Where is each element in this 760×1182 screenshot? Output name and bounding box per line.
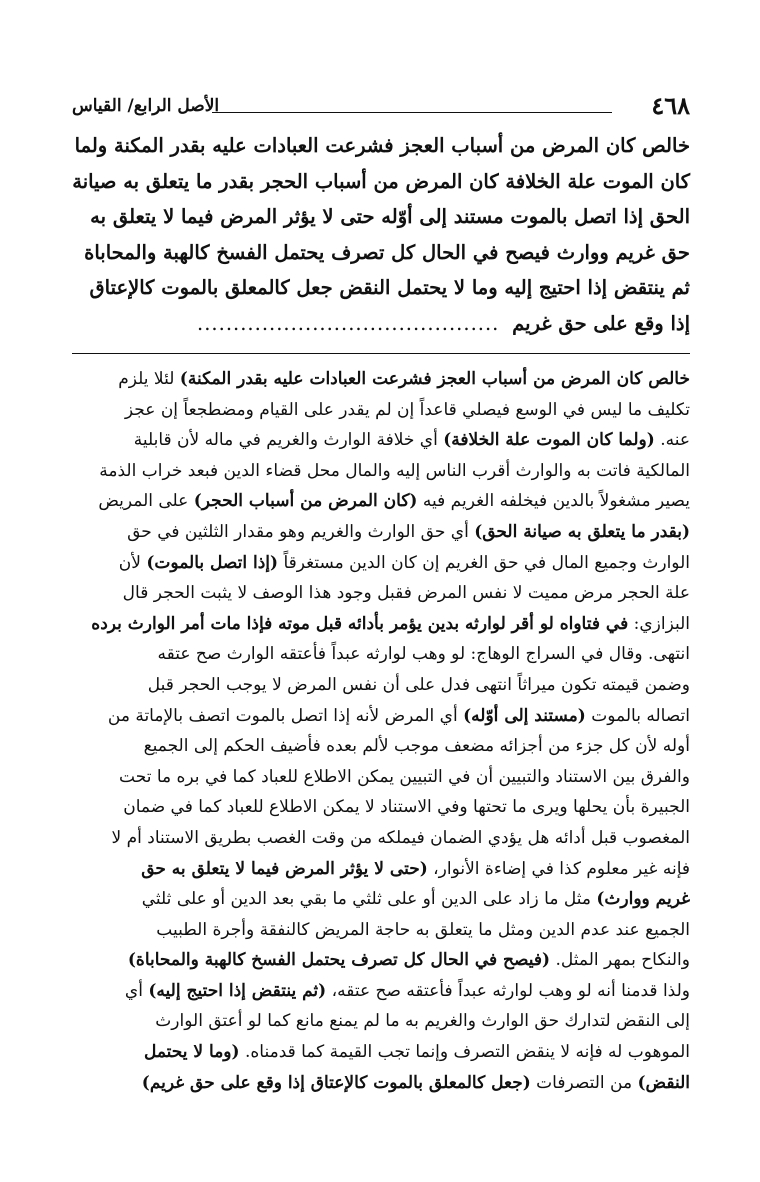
commentary-quoted-text: (ولما كان الموت علة الخلافة): [443, 430, 655, 451]
commentary-line: [72, 792, 690, 823]
commentary-text: الموهوب له فإنه لا ينقض التصرف وإنما تجب القيمة كما قدمناه.: [239, 1042, 690, 1063]
commentary-line: [72, 670, 690, 701]
commentary-line: [72, 854, 690, 885]
commentary-line: [72, 639, 690, 670]
commentary-text: فإنه غير معلوم كذا في إضاءة الأنوار،: [427, 858, 690, 879]
commentary-quoted-text: النقض): [637, 1072, 690, 1093]
commentary-text: لأن: [118, 552, 147, 573]
commentary-line: [72, 945, 690, 976]
commentary-quoted-text: (بقدر ما يتعلق به صيانة الحق): [474, 521, 690, 542]
commentary-text: يصير مشغولاً بالدين فيخلفه الغريم فيه: [417, 491, 690, 512]
commentary-line: [72, 609, 690, 640]
commentary-quoted-text: في فتاواه لو أقر لوارثه بدين يؤمر بأدائه قبل موته فإذا مات أمر الوارث برده: [91, 613, 629, 634]
commentary-text: الوارث وجميع المال في حق الغريم إن كان الدين مستغرقاً: [278, 552, 690, 573]
commentary-quoted-text: (ثم ينتقض إذا احتيج إليه): [148, 980, 327, 1001]
commentary-text: أي حق الوارث والغريم وهو مقدار الثلثين في حق: [127, 521, 475, 542]
commentary-line: [72, 731, 690, 762]
commentary-text: البزازي:: [628, 613, 690, 634]
main-text-line: ثم ينتقض إذا احتيج إليه وما لا يحتمل النقض جعل كالمعلق بالموت كالإعتاق: [89, 276, 690, 299]
commentary-line: [72, 364, 690, 395]
commentary-text: أوله لأن كل جزء من أجزائه مضعف موجب لألم بعده فأضيف الحكم إلى الجميع: [143, 736, 690, 757]
running-title: الأصل الرابع/ القياس: [72, 96, 220, 116]
commentary-text: الجميع عند عدم الدين ومثل ما يتعلق به حاجة المريض كالنفقة وأجرة الطبيب: [156, 919, 690, 940]
commentary-line: [72, 1068, 690, 1099]
commentary-text: الجبيرة بأن يحلها ويرى ما تحتها وفي الاستناد لا يمكن الاطلاع للعباد كما في ضمان: [123, 797, 690, 818]
commentary-text: مثل ما زاد على الدين أو على ثلثي ما بقي بعد الدين أو على ثلثي: [141, 889, 597, 910]
commentary-line: [72, 578, 690, 609]
commentary-text: علة الحجر مرض مميت لا نفس المرض فقبل وجود هذا الوصف لا يثبت الحجر قال: [122, 583, 690, 604]
commentary-line: [72, 915, 690, 946]
section-separator: [72, 353, 690, 354]
commentary-text: المغصوب قبل أدائه هل يؤدي الضمان فيملكه من وقت الغصب بطريق الاستناد أم لا: [111, 827, 690, 848]
commentary-quoted-text: (كان المرض من أسباب الحجر): [193, 491, 418, 512]
commentary-text: أي المرض لأنه إذا اتصل بالموت اتصف بالإماتة من: [107, 705, 464, 726]
commentary-text: ولذا قدمنا أنه لو وهب لوارثه عبداً فأعتقه صح عتقه،: [326, 980, 690, 1001]
commentary-line: [72, 395, 690, 426]
main-text-line: كان الموت علة الخلافة كان المرض من أسباب الحجر بقدر ما يتعلق به صيانة: [72, 169, 690, 193]
commentary-quoted-text: خالص كان المرض من أسباب العجز فشرعت العبادات عليه بقدر المكنة): [179, 369, 690, 389]
commentary-line: [72, 425, 690, 456]
commentary-text: على المريض: [98, 491, 194, 512]
commentary-text: أي: [124, 980, 149, 1001]
commentary-line: [72, 548, 690, 579]
header-rule: [212, 112, 612, 113]
commentary-line: [72, 823, 690, 854]
page-header: [72, 88, 690, 124]
commentary-text: إلى النقض لتدارك حق الوارث والغريم به ما لم يمنع مانع كما لو أعتق الوارث: [155, 1011, 690, 1032]
commentary-text: المالكية فاتت به والوارث أقرب الناس إليه والمال محل قضاء الدين فبعد خراب الذمة: [99, 460, 690, 481]
commentary-text: عنه.: [654, 430, 690, 451]
commentary-quoted-text: (جعل كالمعلق بالموت كالإعتاق إذا وقع على حق غريم): [141, 1072, 531, 1093]
main-text-line: الحق إذا اتصل بالموت مستند إلى أوّله حتى لا يؤثر المرض فيما لا يتعلق به: [90, 205, 690, 228]
commentary-text: وضمن قيمته تكون ميراثاً انتهى فدل على أن نفس المرض لا يوجب الحجر قبل: [147, 674, 690, 695]
commentary-quoted-text: (وما لا يحتمل: [143, 1042, 240, 1063]
main-text-block: [72, 128, 690, 341]
commentary-text: والفرق بين الاستناد والتبيين أن في التبيين يمكن الاطلاع للعباد كما في بره ما تحت: [119, 766, 690, 787]
commentary-line: [72, 456, 690, 487]
commentary-line: [72, 1037, 690, 1068]
main-text-last-line: [72, 306, 690, 342]
commentary-line: [72, 884, 690, 915]
commentary-quoted-text: (مستند إلى أوّله): [463, 705, 586, 726]
commentary-quoted-text: (إذا اتصل بالموت): [146, 552, 279, 573]
commentary-text: أي خلافة الوارث والغريم في ماله لأن قابلية: [133, 430, 444, 451]
commentary-line: [72, 486, 690, 517]
commentary-text: والنكاح بمهر المثل.: [550, 950, 690, 971]
commentary-quoted-text: (فيصح في الحال كل تصرف يحتمل الفسخ كالهبة والمحاباة): [127, 950, 551, 971]
commentary-line: [72, 701, 690, 732]
main-text-line: خالص كان المرض من أسباب العجز فشرعت العبادات عليه بقدر المكنة ولما: [74, 134, 690, 157]
main-text-line: إذا وقع على حق غريم: [512, 311, 690, 335]
commentary-text: اتصاله بالموت: [585, 705, 690, 726]
commentary-quoted-text: (حتى لا يؤثر المرض فيما لا يتعلق به حق: [141, 858, 428, 879]
commentary-text: تكليف ما ليس في الوسع فيصلي قاعداً إن لم يقدر على القيام ومضطجعاً إن عجز: [124, 399, 690, 420]
commentary-line: [72, 976, 690, 1007]
page-number: ٤٦٨: [651, 91, 690, 120]
commentary-line: [72, 1006, 690, 1037]
commentary-line: [72, 762, 690, 793]
dotted-leader: ..........................................: [197, 311, 500, 335]
commentary-quoted-text: غريم ووارث): [596, 889, 690, 910]
commentary-text: انتهى. وقال في السراج الوهاج: لو وهب لوارثه عبداً فأعتقه الوارث صح عتقه: [157, 644, 690, 665]
main-text-line: حق غريم ووارث فيصح في الحال كل تصرف يحتمل الفسخ كالهبة والمحاباة: [84, 240, 690, 264]
commentary-line: [72, 517, 690, 548]
commentary-text: من التصرفات: [530, 1072, 638, 1093]
commentary-block: [72, 364, 690, 1098]
commentary-text: لئلا يلزم: [118, 369, 180, 389]
